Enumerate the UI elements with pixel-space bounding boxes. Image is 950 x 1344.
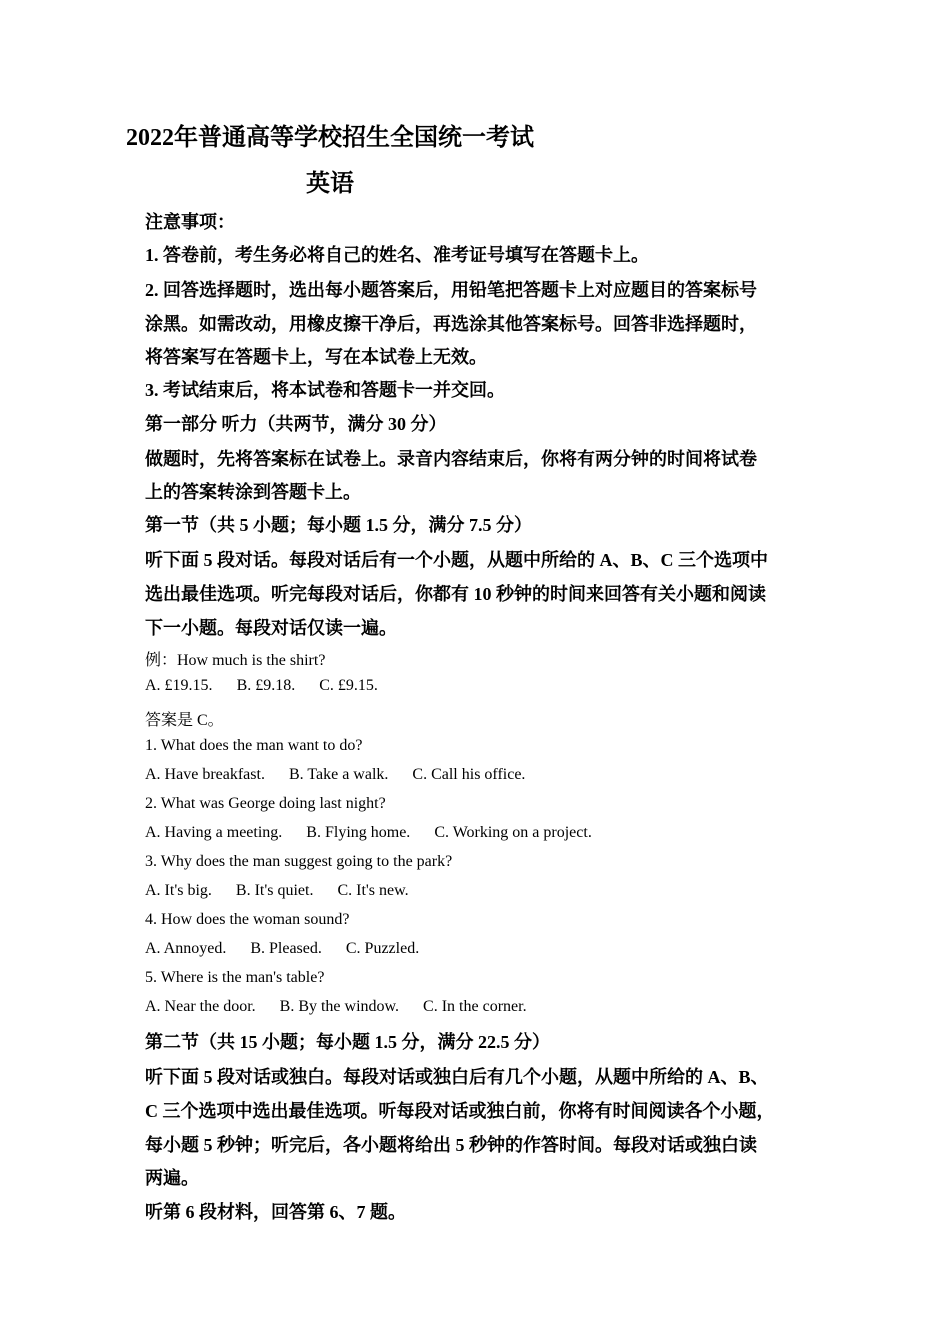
section1-heading: 第一节（共 5 小题；每小题 1.5 分，满分 7.5 分）	[145, 515, 532, 535]
example-option-b: B. £9.18.	[236, 677, 296, 694]
question-3-options	[145, 882, 433, 900]
notice-item-3: 3. 考试结束后，将本试卷和答题卡一并交回。	[145, 380, 505, 400]
section1-instruction-line-3: 下一小题。每段对话仅读一遍。	[145, 618, 397, 638]
q5-option-a: A. Near the door.	[145, 998, 256, 1015]
q5-option-c: C. In the corner.	[423, 998, 527, 1015]
q3-option-a: A. It's big.	[145, 882, 212, 899]
q4-option-c: C. Puzzled.	[345, 940, 420, 957]
notice-item-2-line-1: 2. 回答选择题时，选出每小题答案后，用铅笔把答题卡上对应题目的答案标号	[145, 280, 757, 300]
q1-option-b: B. Take a walk.	[288, 766, 389, 783]
notice-item-1: 1. 答卷前，考生务必将自己的姓名、准考证号填写在答题卡上。	[145, 245, 649, 265]
notice-item-2-line-2: 涂黑。如需改动，用橡皮擦干净后，再选涂其他答案标号。回答非选择题时，	[145, 314, 757, 334]
question-3: 3. Why does the man suggest going to the park?	[145, 853, 453, 870]
section2-instruction-line-1: 听下面 5 段对话或独白。每段对话或独白后有几个小题，从题中所给的 A、B、	[145, 1067, 769, 1087]
q1-option-a: A. Have breakfast.	[145, 766, 265, 783]
question-2: 2. What was George doing last night?	[145, 795, 386, 812]
question-5-options	[145, 998, 551, 1016]
section1-instruction-line-2: 选出最佳选项。听完每段对话后，你都有 10 秒钟的时间来回答有关小题和阅读	[145, 584, 766, 604]
part1-instruction-line-1: 做题时，先将答案标在试卷上。录音内容结束后，你将有两分钟的时间将试卷	[145, 449, 757, 469]
question-4: 4. How does the woman sound?	[145, 911, 350, 928]
q4-option-a: A. Annoyed.	[145, 940, 227, 957]
notice-heading: 注意事项：	[145, 212, 235, 232]
question-2-options	[145, 824, 616, 842]
q4-option-b: B. Pleased.	[250, 940, 322, 957]
example-options	[145, 677, 402, 695]
material-6-instruction: 听第 6 段材料，回答第 6、7 题。	[145, 1202, 406, 1222]
section1-instruction-line-1: 听下面 5 段对话。每段对话后有一个小题，从题中所给的 A、B、C 三个选项中	[145, 550, 769, 570]
q2-option-a: A. Having a meeting.	[145, 824, 283, 841]
section2-instruction-line-3: 每小题 5 秒钟；听完后，各小题将给出 5 秒钟的作答时间。每段对话或独白读	[145, 1135, 757, 1155]
q3-option-c: C. It's new.	[337, 882, 409, 899]
q2-option-c: C. Working on a project.	[434, 824, 592, 841]
section2-instruction-line-4: 两遍。	[145, 1168, 199, 1188]
q3-option-b: B. It's quiet.	[235, 882, 314, 899]
part1-heading: 第一部分 听力（共两节，满分 30 分）	[145, 414, 447, 434]
example-option-a: A. £19.15.	[145, 677, 213, 694]
subject-title: 英语	[306, 171, 354, 197]
q2-option-b: B. Flying home.	[306, 824, 411, 841]
exam-title: 2022年普通高等学校招生全国统一考试	[126, 125, 534, 151]
section2-instruction-line-2: C 三个选项中选出最佳选项。听每段对话或独白前，你将有时间阅读各个小题，	[145, 1101, 775, 1121]
part1-instruction-line-2: 上的答案转涂到答题卡上。	[145, 482, 361, 502]
question-4-options	[145, 940, 443, 958]
example-question: 例：How much is the shirt?	[145, 652, 326, 669]
q1-option-c: C. Call his office.	[412, 766, 526, 783]
section2-heading: 第二节（共 15 小题；每小题 1.5 分，满分 22.5 分）	[145, 1032, 550, 1052]
q5-option-b: B. By the window.	[279, 998, 400, 1015]
example-answer: 答案是 C。	[145, 712, 224, 729]
question-1: 1. What does the man want to do?	[145, 737, 363, 754]
example-option-c: C. £9.15.	[319, 677, 378, 694]
question-1-options	[145, 766, 549, 784]
notice-item-2-line-3: 将答案写在答题卡上，写在本试卷上无效。	[145, 347, 487, 367]
question-5: 5. Where is the man's table?	[145, 969, 325, 986]
